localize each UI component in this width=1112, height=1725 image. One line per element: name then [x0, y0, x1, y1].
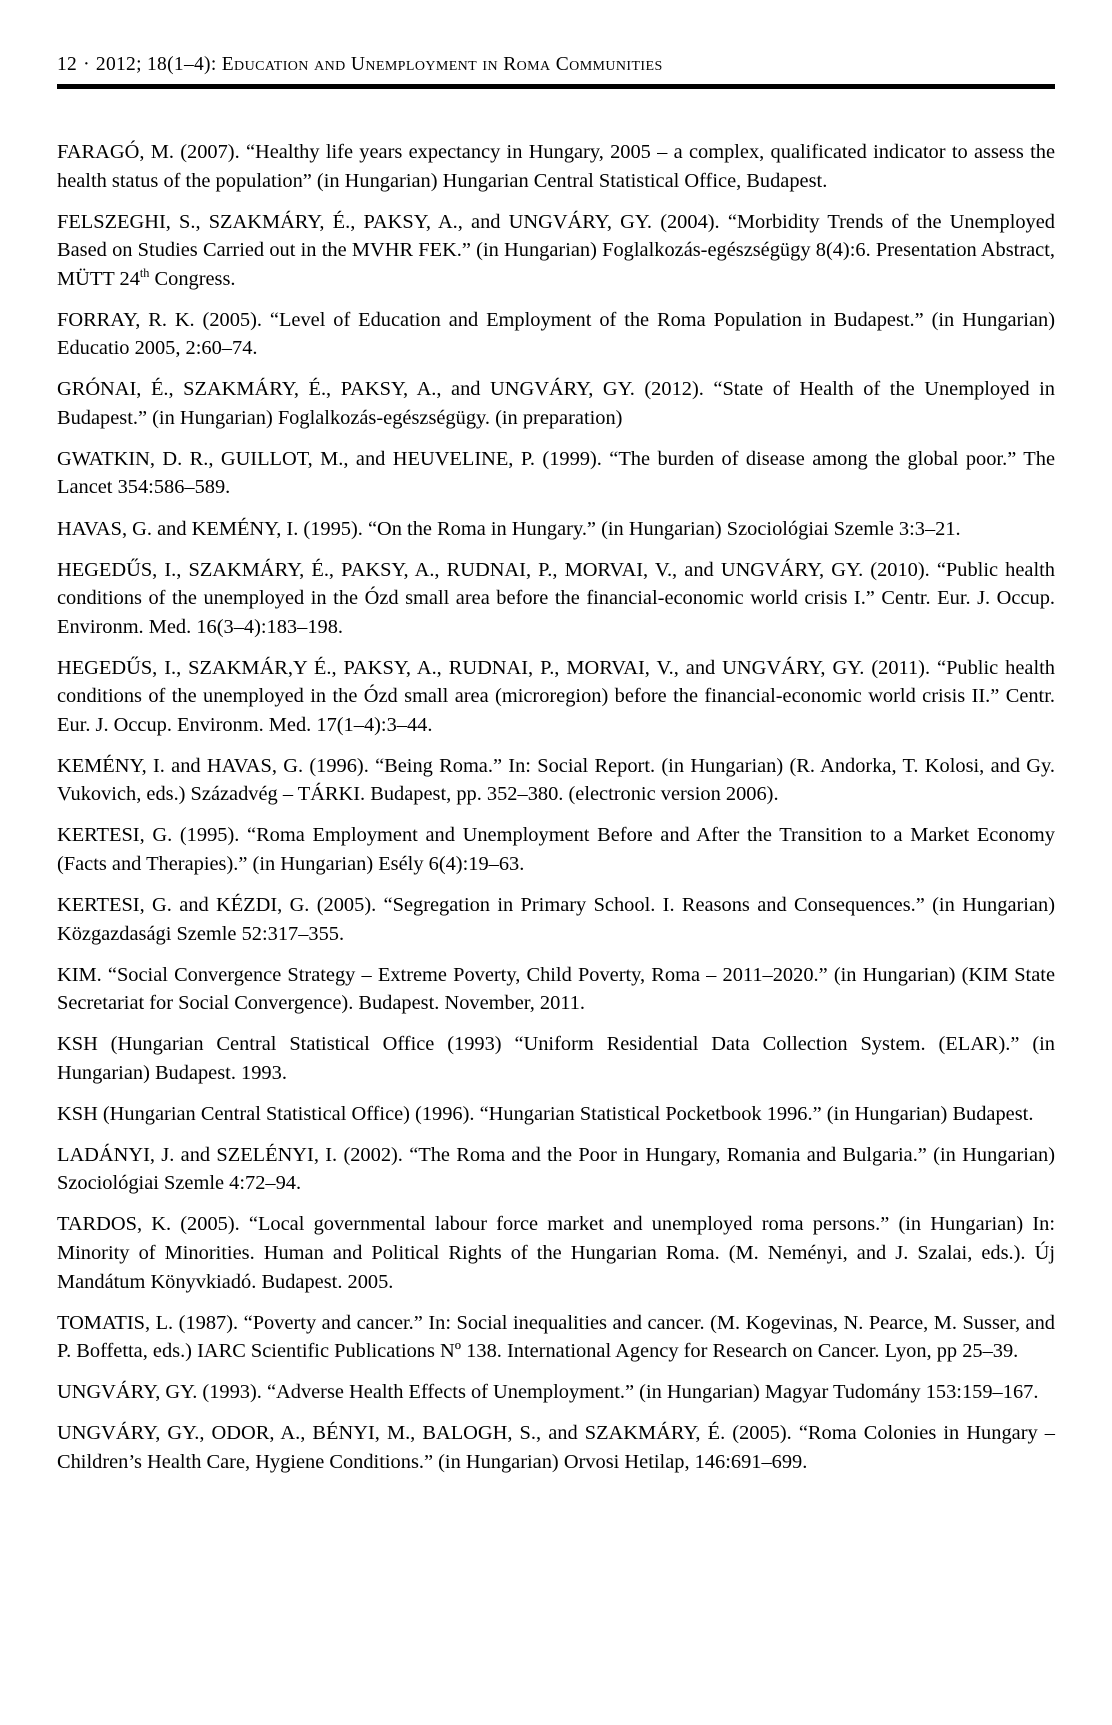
reference-text: FORRAY, R. K. (2005). “Level of Education and Employment of the Roma Population in Budapest.” (in Hungarian) Educatio 2005, 2:60–74.: [57, 308, 1055, 360]
reference-text: TARDOS, K. (2005). “Local governmental labour force market and unemployed roma persons.” (in Hungarian) In: Minority of Minorities. Human and Political Rights of the Hungarian Roma. (M. Neményi, and J. Szalai, eds.). Új Mandátum Könyvkiadó. Budapest. 2005.: [57, 1213, 1055, 1293]
reference-kemeny-1996: [57, 752, 1055, 809]
issue-info: 2012; 18(1–4):: [95, 54, 217, 75]
reference-ksh-1993: [57, 1030, 1055, 1087]
reference-tomatis-1987: [57, 1309, 1055, 1366]
reference-text: KIM. “Social Convergence Strategy – Extreme Poverty, Child Poverty, Roma – 2011–2020.” (in Hungarian) (KIM State Secretariat for Social Convergence). Budapest. November, 2011.: [57, 963, 1055, 1015]
reference-ungvary-2005: [57, 1419, 1055, 1476]
reference-text: KERTESI, G. and KÉZDI, G. (2005). “Segregation in Primary School. I. Reasons and Consequences.” (in Hungarian) Közgazdasági Szemle 52:317–355.: [57, 894, 1055, 945]
reference-text: KEMÉNY, I. and HAVAS, G. (1996). “Being Roma.” In: Social Report. (in Hungarian) (R. Andorka, T. Kolosi, and Gy. Vukovich, eds.) Századvég – TÁRKI. Budapest, pp. 352–380. (electronic version 2006).: [57, 754, 1055, 806]
reference-kim-2011: [57, 961, 1055, 1018]
reference-text: Congress.: [149, 267, 236, 290]
reference-forray-2005: [57, 306, 1055, 363]
reference-text: KERTESI, G. (1995). “Roma Employment and Unemployment Before and After the Transition to a Market Economy (Facts and Therapies).” (in Hungarian) Esély 6(4):19–63.: [57, 824, 1055, 875]
reference-tardos-2005: [57, 1210, 1055, 1296]
reference-text: UNGVÁRY, GY. (1993). “Adverse Health Effects of Unemployment.” (in Hungarian) Magyar Tudomány 153:159–167.: [57, 1381, 1039, 1404]
reference-text: GRÓNAI, É., SZAKMÁRY, É., PAKSY, A., and UNGVÁRY, GY. (2012). “State of Health of the Unemployed in Budapest.” (in Hungarian) Foglalkozás-egészségügy. (in preparation): [57, 378, 1055, 429]
running-header: [57, 54, 1055, 76]
header-rule: [57, 84, 1055, 89]
reference-text: FARAGÓ, M. (2007). “Healthy life years expectancy in Hungary, 2005 – a complex, qualificated indicator to assess the health status of the population” (in Hungarian) Hungarian Central Statistical Office, Budapest.: [57, 141, 1055, 192]
page-number: 12: [57, 54, 78, 75]
reference-ungvary-1993: [57, 1378, 1055, 1407]
reference-farago-2007: [57, 138, 1055, 195]
reference-gwatkin-1999: [57, 445, 1055, 502]
reference-text: FELSZEGHI, S., SZAKMÁRY, É., PAKSY, A., and UNGVÁRY, GY. (2004). “Morbidity Trends of the Unemployed Based on Studies Carried out in the MVHR FEK.” (in Hungarian) Foglalkozás-egészségügy 8(4):6. Presentation Abstract, MÜTT 24: [57, 210, 1055, 290]
reference-hegedus-2010: [57, 556, 1055, 642]
reference-felszeghi-2004: [57, 208, 1055, 294]
reference-text: TOMATIS, L. (1987). “Poverty and cancer.” In: Social inequalities and cancer. (M. Kogevinas, N. Pearce, M. Susser, and P. Boffetta, eds.) IARC Scientific Publications Nº 138. International Agency for Research on Cancer. Lyon, pp 25–39.: [57, 1311, 1055, 1363]
reference-ladanyi-2002: [57, 1141, 1055, 1198]
superscript-ordinal: th: [139, 265, 150, 280]
reference-text: UNGVÁRY, GY., ODOR, A., BÉNYI, M., BALOGH, S., and SZAKMÁRY, É. (2005). “Roma Colonies in Hungary – Children’s Health Care, Hygiene Conditions.” (in Hungarian) Orvosi Hetilap, 146:691–699.: [57, 1422, 1055, 1473]
reference-hegedus-2011: [57, 654, 1055, 740]
reference-text: GWATKIN, D. R., GUILLOT, M., and HEUVELINE, P. (1999). “The burden of disease among the global poor.” The Lancet 354:586–589.: [57, 447, 1055, 499]
reference-havas-1995: [57, 515, 1055, 544]
reference-text: LADÁNYI, J. and SZELÉNYI, I. (2002). “The Roma and the Poor in Hungary, Romania and Bulgaria.” (in Hungarian) Szociológiai Szemle 4:72–94.: [57, 1143, 1055, 1195]
reference-text: KSH (Hungarian Central Statistical Office) (1996). “Hungarian Statistical Pocketbook 1996.” (in Hungarian) Budapest.: [57, 1102, 1034, 1125]
reference-ksh-1996: [57, 1100, 1055, 1129]
header-separator: ·: [83, 54, 90, 75]
reference-text: HAVAS, G. and KEMÉNY, I. (1995). “On the Roma in Hungary.” (in Hungarian) Szociológiai Szemle 3:3–21.: [57, 517, 961, 540]
reference-list: [57, 138, 1055, 1476]
running-title: Education and Unemployment in Roma Communities: [221, 54, 663, 75]
reference-text: KSH (Hungarian Central Statistical Office (1993) “Uniform Residential Data Collection System. (ELAR).” (in Hungarian) Budapest. 1993.: [57, 1033, 1055, 1084]
reference-gronai-2012: [57, 375, 1055, 432]
reference-kertesi-1995: [57, 821, 1055, 878]
reference-text: HEGEDŰS, I., SZAKMÁRY, É., PAKSY, A., RUDNAI, P., MORVAI, V., and UNGVÁRY, GY. (2010). “Public health conditions of the unemployed in the Ózd small area before the financial-economic world crisis I.” Centr. Eur. J. Occup. Environm. Med. 16(3–4):183–198.: [57, 558, 1055, 638]
reference-kertesi-kezdi-2005: [57, 891, 1055, 948]
reference-text: HEGEDŰS, I., SZAKMÁR,Y É., PAKSY, A., RUDNAI, P., MORVAI, V., and UNGVÁRY, GY. (2011). “Public health conditions of the unemployed in the Ózd small area (microregion) before the financial-economic world crisis II.” Centr. Eur. J. Occup. Environm. Med. 17(1–4):3–44.: [57, 656, 1055, 736]
